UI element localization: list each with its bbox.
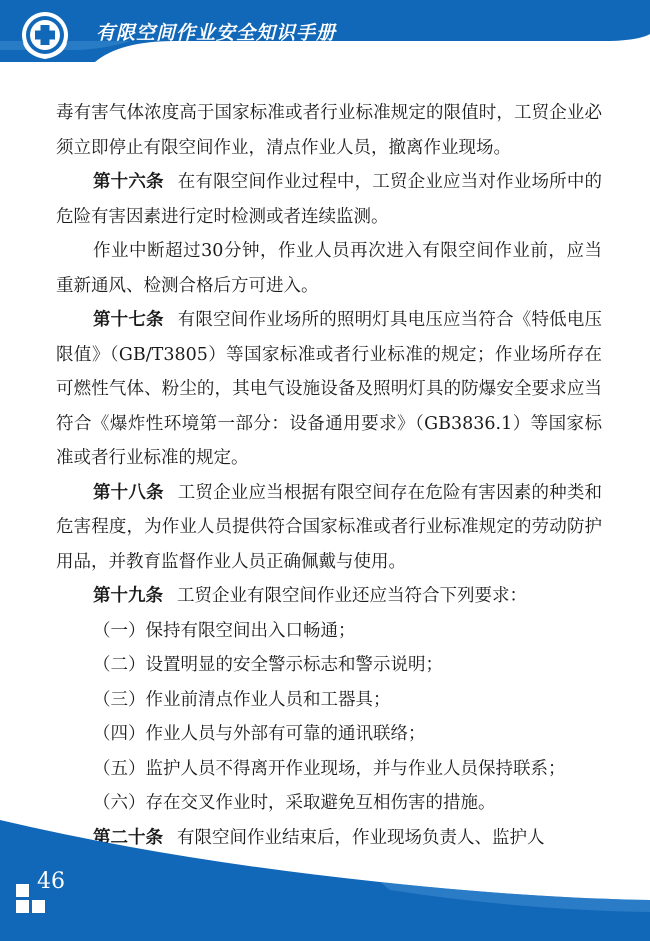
paragraph-interrupt: 作业中断超过30分钟，作业人员再次进入有限空间作业前，应当重新通风、检测合格后方可进入。 xyxy=(56,241,602,296)
paragraph-continuation: 毒有害气体浓度高于国家标准或者行业标准规定的限值时，工贸企业必须立即停止有限空间作业，清点作业人员，撤离作业现场。 xyxy=(56,103,602,158)
footer-wave xyxy=(0,820,650,941)
page-number: 46 xyxy=(37,869,65,894)
decor-square-icon xyxy=(16,900,29,913)
decor-square-icon xyxy=(32,900,45,913)
article-16-text: 在有限空间作业过程中，工贸企业应当对作业场所中的危险有害因素进行定时检测或者连续监测。 xyxy=(56,172,603,227)
page-header xyxy=(0,0,650,62)
handbook-title: 有限空间作业安全知识手册 xyxy=(96,22,337,44)
article-17-text: 有限空间作业场所的照明灯具电压应当符合《特低电压限值》（GB/T3805）等国家标准或者行业标准的规定；作业场所存在可燃性气体、粉尘的，其电气设施设备及照明灯具的防爆安全要求应当符合《爆炸性环境第一部分：设备通用要求》（GB3836.1）等国家标准或者行业标准的规定。 xyxy=(56,310,603,468)
list-item: （四）作业人员与外部有可靠的通讯联络； xyxy=(93,724,426,744)
article-19 xyxy=(56,579,602,614)
article-17-title: 第十七条 xyxy=(93,310,164,330)
article-20-text: 有限空间作业结束后，作业现场负责人、监护人 xyxy=(177,827,545,848)
article-16 xyxy=(56,165,602,234)
article-17 xyxy=(56,303,602,476)
cross-emblem-icon xyxy=(14,9,76,61)
article-content xyxy=(56,96,602,855)
article-18-text: 工贸企业应当根据有限空间存在危险有害因素的种类和危害程度，为作业人员提供符合国家标准或者行业标准规定的劳动防护用品，并教育监督作业人员正确佩戴与使用。 xyxy=(56,482,603,572)
list-item: （二）设置明显的安全警示标志和警示说明； xyxy=(93,655,443,675)
decor-square-icon xyxy=(16,884,29,897)
article-18-title: 第十八条 xyxy=(93,482,164,503)
article-18 xyxy=(56,476,602,580)
list-item: （五）监护人员不得离开作业现场，并与作业人员保持联系； xyxy=(93,758,566,779)
article-20-title: 第二十条 xyxy=(93,827,163,848)
article-19-title: 第十九条 xyxy=(93,586,163,606)
list-item: （三）作业前清点作业人员和工器具； xyxy=(93,689,391,710)
article-16-title: 第十六条 xyxy=(93,172,164,192)
page-footer xyxy=(0,820,650,941)
list-item: （六）存在交叉作业时，采取避免互相伤害的措施。 xyxy=(93,793,496,813)
article-19-text: 工贸企业有限空间作业还应当符合下列要求： xyxy=(177,586,527,606)
list-item: （一）保持有限空间出入口畅通； xyxy=(93,620,356,641)
